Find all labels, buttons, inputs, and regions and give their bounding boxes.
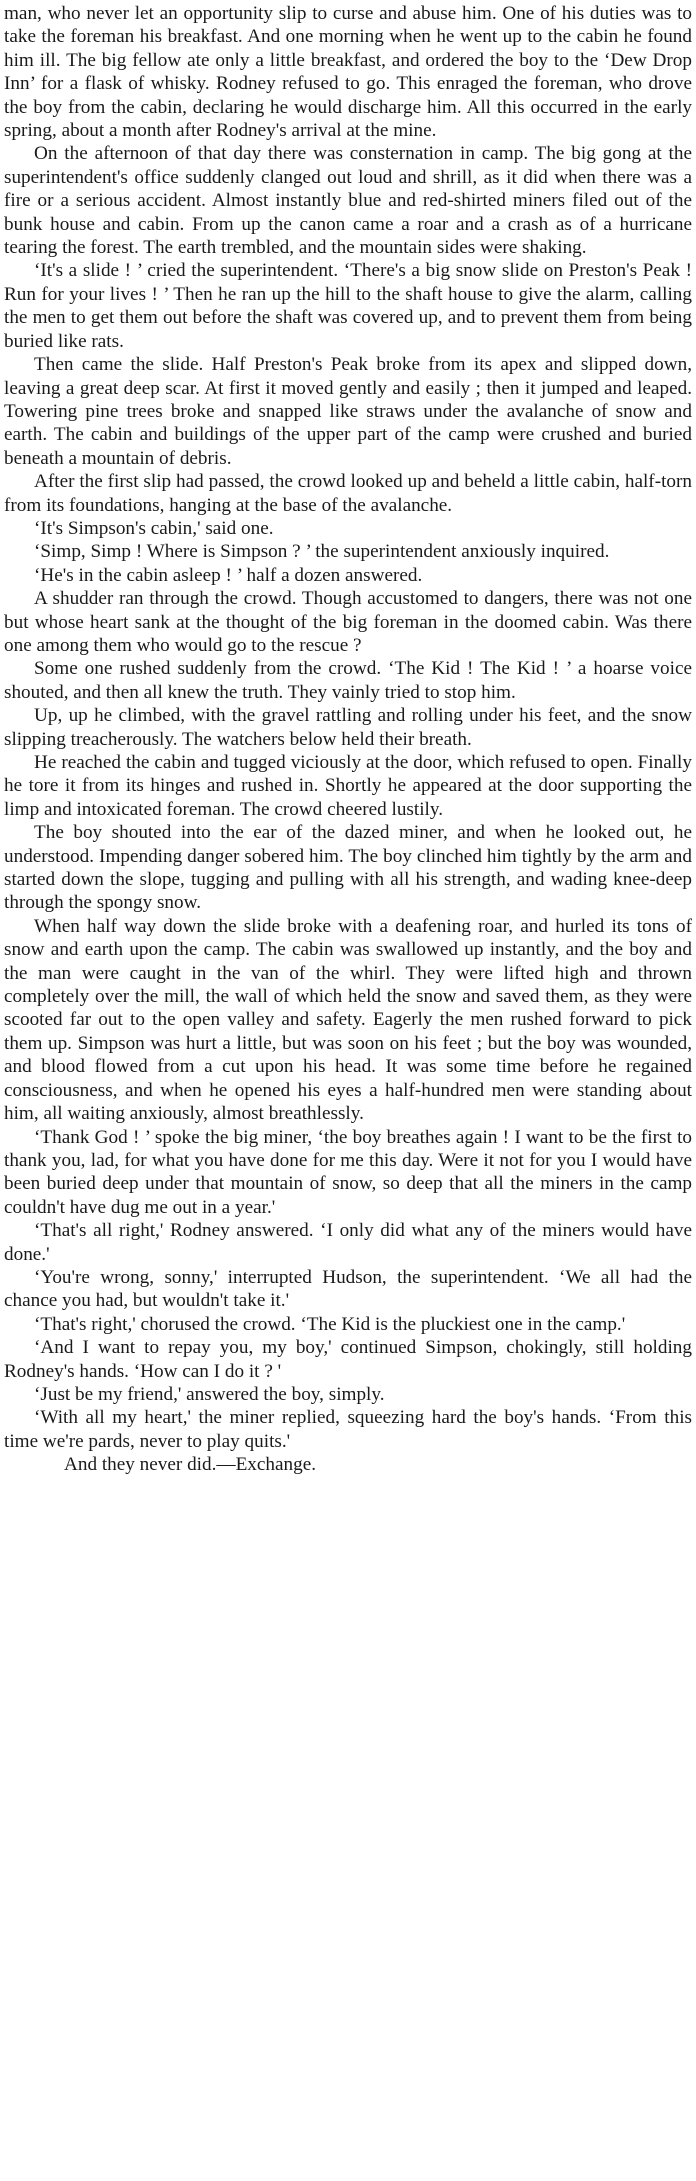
paragraph: ‘With all my heart,' the miner replied, squeezing hard the boy's hands. ‘From this time we're pards, never to play quits.' [4, 1407, 692, 1452]
paragraph: ‘Thank God ! ’ spoke the big miner, ‘the boy breathes again ! I want to be the first to thank you, lad, for what you have done for me this day. Were it not for you I would have been buried deep under that mountain of snow, so deep that all the miners in the camp couldn't have dug me out in a year.' [4, 1126, 692, 1218]
paragraph: Up, up he climbed, with the gravel rattling and rolling under his feet, and the snow slipping treacherously. The watchers below held their breath. [4, 705, 692, 750]
paragraph: ‘Simp, Simp ! Where is Simpson ? ’ the superintendent anxiously inquired. [34, 541, 610, 563]
signoff: And they never did.—Exchange. [64, 1454, 317, 1476]
paragraph: ‘He's in the cabin asleep ! ’ half a dozen answered. [34, 564, 423, 586]
paragraph: Some one rushed suddenly from the crowd. ‘The Kid ! The Kid ! ’ a hoarse voice shouted, and then all knew the truth. They vainly tried to stop him. [4, 658, 692, 703]
paragraph: ‘And I want to repay you, my boy,' continued Simpson, chokingly, still holding Rodney's hands. ‘How can I do it ? ' [4, 1337, 692, 1382]
paragraph: ‘That's all right,' Rodney answered. ‘I only did what any of the miners would have done.' [4, 1220, 692, 1265]
paragraph: When half way down the slide broke with a deafening roar, and hurled its tons of snow and earth upon the camp. The cabin was swallowed up instantly, and the boy and the man were caught in the van of the whirl. They were lifted high and thrown completely over the mill, the wall of which held the snow and saved them, as they were scooted far out to the open valley and safety. Eagerly the men rushed forward to pick them up. Simpson was hurt a little, but was soon on his feet ; but the boy was wounded, and blood flowed from a cut upon his head. It was some time before he regained consciousness, and when he opened his eyes a half-hundred men were standing about him, all waiting anxiously, almost breathlessly. [4, 915, 692, 1125]
paragraph: On the afternoon of that day there was consternation in camp. The big gong at the superintendent's office suddenly clanged out loud and shrill, as it did when there was a fire or a serious accident. Almost instantly blue and red-shirted miners filed out of the bunk house and cabin. From up the canon came a roar and a crash as of a hurricane tearing the forest. The earth trembled, and the mountain sides were shaking. [4, 143, 692, 259]
paragraph: A shudder ran through the crowd. Though accustomed to dangers, there was not one but whose heart sank at the thought of the big foreman in the doomed cabin. Was there one among them who would go to the rescue ? [4, 588, 692, 656]
paragraph: ‘That's right,' chorused the crowd. ‘The Kid is the pluckiest one in the camp.' [34, 1313, 626, 1335]
paragraph: The boy shouted into the ear of the dazed miner, and when he looked out, he understood. Impending danger sobered him. The boy clinched him tightly by the arm and started down the slope, tugging and pulling with all his strength, and wading knee-deep through the spongy snow. [4, 822, 692, 914]
paragraph: ‘Just be my friend,' answered the boy, simply. [34, 1383, 385, 1405]
paragraph: ‘You're wrong, sonny,' interrupted Hudson, the superintendent. ‘We all had the chance you had, but wouldn't take it.' [4, 1266, 692, 1312]
article-column [4, 2, 692, 2178]
paragraph: ‘It's a slide ! ’ cried the superintendent. ‘There's a big snow slide on Preston's Peak ! Run for your lives ! ’ Then he ran up the hill to the shaft house to give the alarm, calling the men to get them out before the shaft was covered up, and to prevent them from being buried like rats. [4, 260, 692, 352]
paragraph: He reached the cabin and tugged viciously at the door, which refused to open. Finally he tore it from its hinges and rushed in. Shortly he appeared at the door supporting the limp and intoxicated foreman. The crowd cheered lustily. [4, 752, 692, 820]
paragraph: man, who never let an opportunity slip to curse and abuse him. One of his duties was to take the foreman his breakfast. And one morning when he went up to the cabin he found him ill. The big fellow ate only a little breakfast, and ordered the boy to the ‘Dew Drop Inn’ for a flask of whisky. Rodney refused to go. This enraged the foreman, who drove the boy from the cabin, declaring he would discharge him. All this occurred in the early spring, about a month after Rodney's arrival at the mine. [4, 3, 692, 142]
paragraph: ‘It's Simpson's cabin,' said one. [34, 517, 274, 539]
paragraph: Then came the slide. Half Preston's Peak broke from its apex and slipped down, leaving a great deep scar. At first it moved gently and easily ; then it jumped and leaped. Towering pine trees broke and snapped like straws under the avalanche of snow and earth. The cabin and buildings of the upper part of the camp were crushed and buried beneath a mountain of debris. [4, 354, 692, 469]
paragraph: After the first slip had passed, the crowd looked up and beheld a little cabin, half-torn from its foundations, hanging at the base of the avalanche. [4, 471, 692, 516]
